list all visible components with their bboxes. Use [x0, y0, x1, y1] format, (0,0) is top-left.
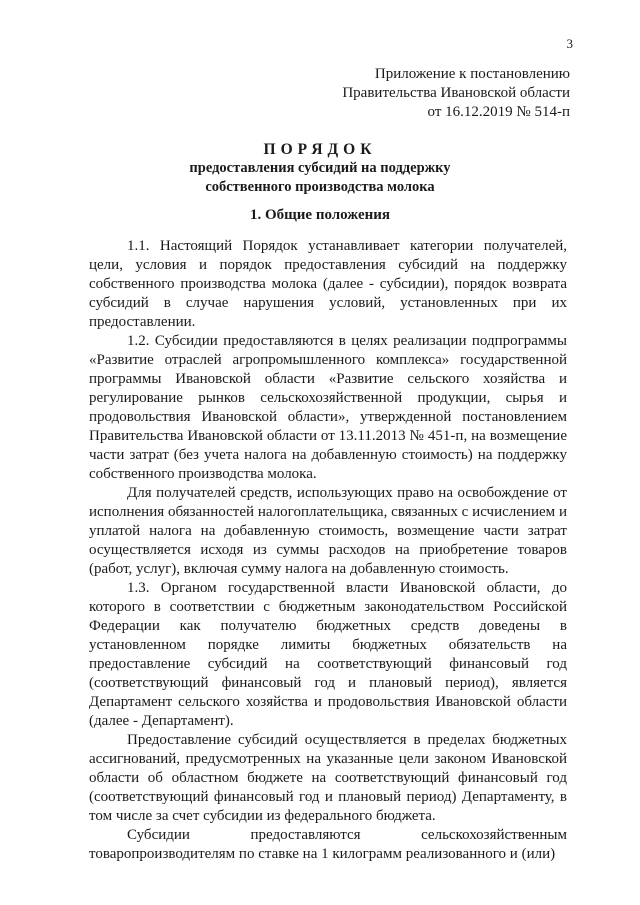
section-heading: 1. Общие положения [249, 207, 391, 223]
paragraph-1-2: 1.2. Субсидии предоставляются в целях реализации подпрограммы «Развитие отраслей агропромышленного комплекса» государственной программы Ивановской области «Развитие сельского хозяйства и регулирование рынков сельскохозяйственной продукции, сырья и продовольствия Ивановской области», утвержденной постановлением Правительства Ивановской области от 13.11.2013 № 451-п, на возмещение части затрат (без учета налога на добавленную стоимость) на поддержку собственного производства молока. [89, 333, 567, 482]
title-main: ПОРЯДОК [263, 141, 377, 158]
appendix-line-2: Правительства Ивановской области [342, 85, 570, 101]
appendix-line-1: Приложение к постановлению [374, 66, 570, 82]
page-number: 3 [566, 36, 573, 51]
appendix-line-3: от 16.12.2019 № 514-п [427, 104, 570, 120]
paragraph-1-3: 1.3. Органом государственной власти Ивановской области, до которого в соответствии с бюджетным законодательством Российской Федерации как получателю бюджетных средств доведены в установленном порядке лимиты бюджетных обязательств на предоставление субсидий на соответствующий финансовый год (соответствующий финансовый год и плановый период), является Департамент сельского хозяйства и продовольствия Ивановской области (далее - Департамент). [89, 580, 567, 729]
paragraph-1-1: 1.1. Настоящий Порядок устанавливает категории получателей, цели, условия и порядок предоставления субсидий на поддержку собственного производства молока (далее - субсидии), порядок возврата субсидий в случае нарушения условий, установленных при их предоставлении. [89, 238, 567, 330]
paragraph-subsidy-rate: Субсидии предоставляются сельскохозяйственным товаропроизводителям по ставке на 1 килограмм реализованного и (или) [89, 827, 567, 862]
paragraph-budget-allocations: Предоставление субсидий осуществляется в пределах бюджетных ассигнований, предусмотренных на указанные цели законом Ивановской области об областном бюджете на соответствующий финансовый год (соответствующий финансовый год и плановый период) Департаменту, в том числе за счет субсидии из федерального бюджета. [89, 732, 567, 824]
appendix-header [342, 65, 570, 122]
document-body [89, 237, 567, 864]
paragraph-vat-exemption: Для получателей средств, использующих право на освобождение от исполнения обязанностей налогоплательщика, связанных с исчислением и уплатой налога на добавленную стоимость, возмещение части затрат осуществляется исходя из суммы расходов на приобретение товаров (работ, услуг), включая сумму налога на добавленную стоимость. [89, 485, 567, 577]
document-title [0, 140, 640, 197]
title-subtitle-2: собственного производства молока [205, 179, 435, 195]
title-subtitle-1: предоставления субсидий на поддержку [189, 160, 451, 176]
